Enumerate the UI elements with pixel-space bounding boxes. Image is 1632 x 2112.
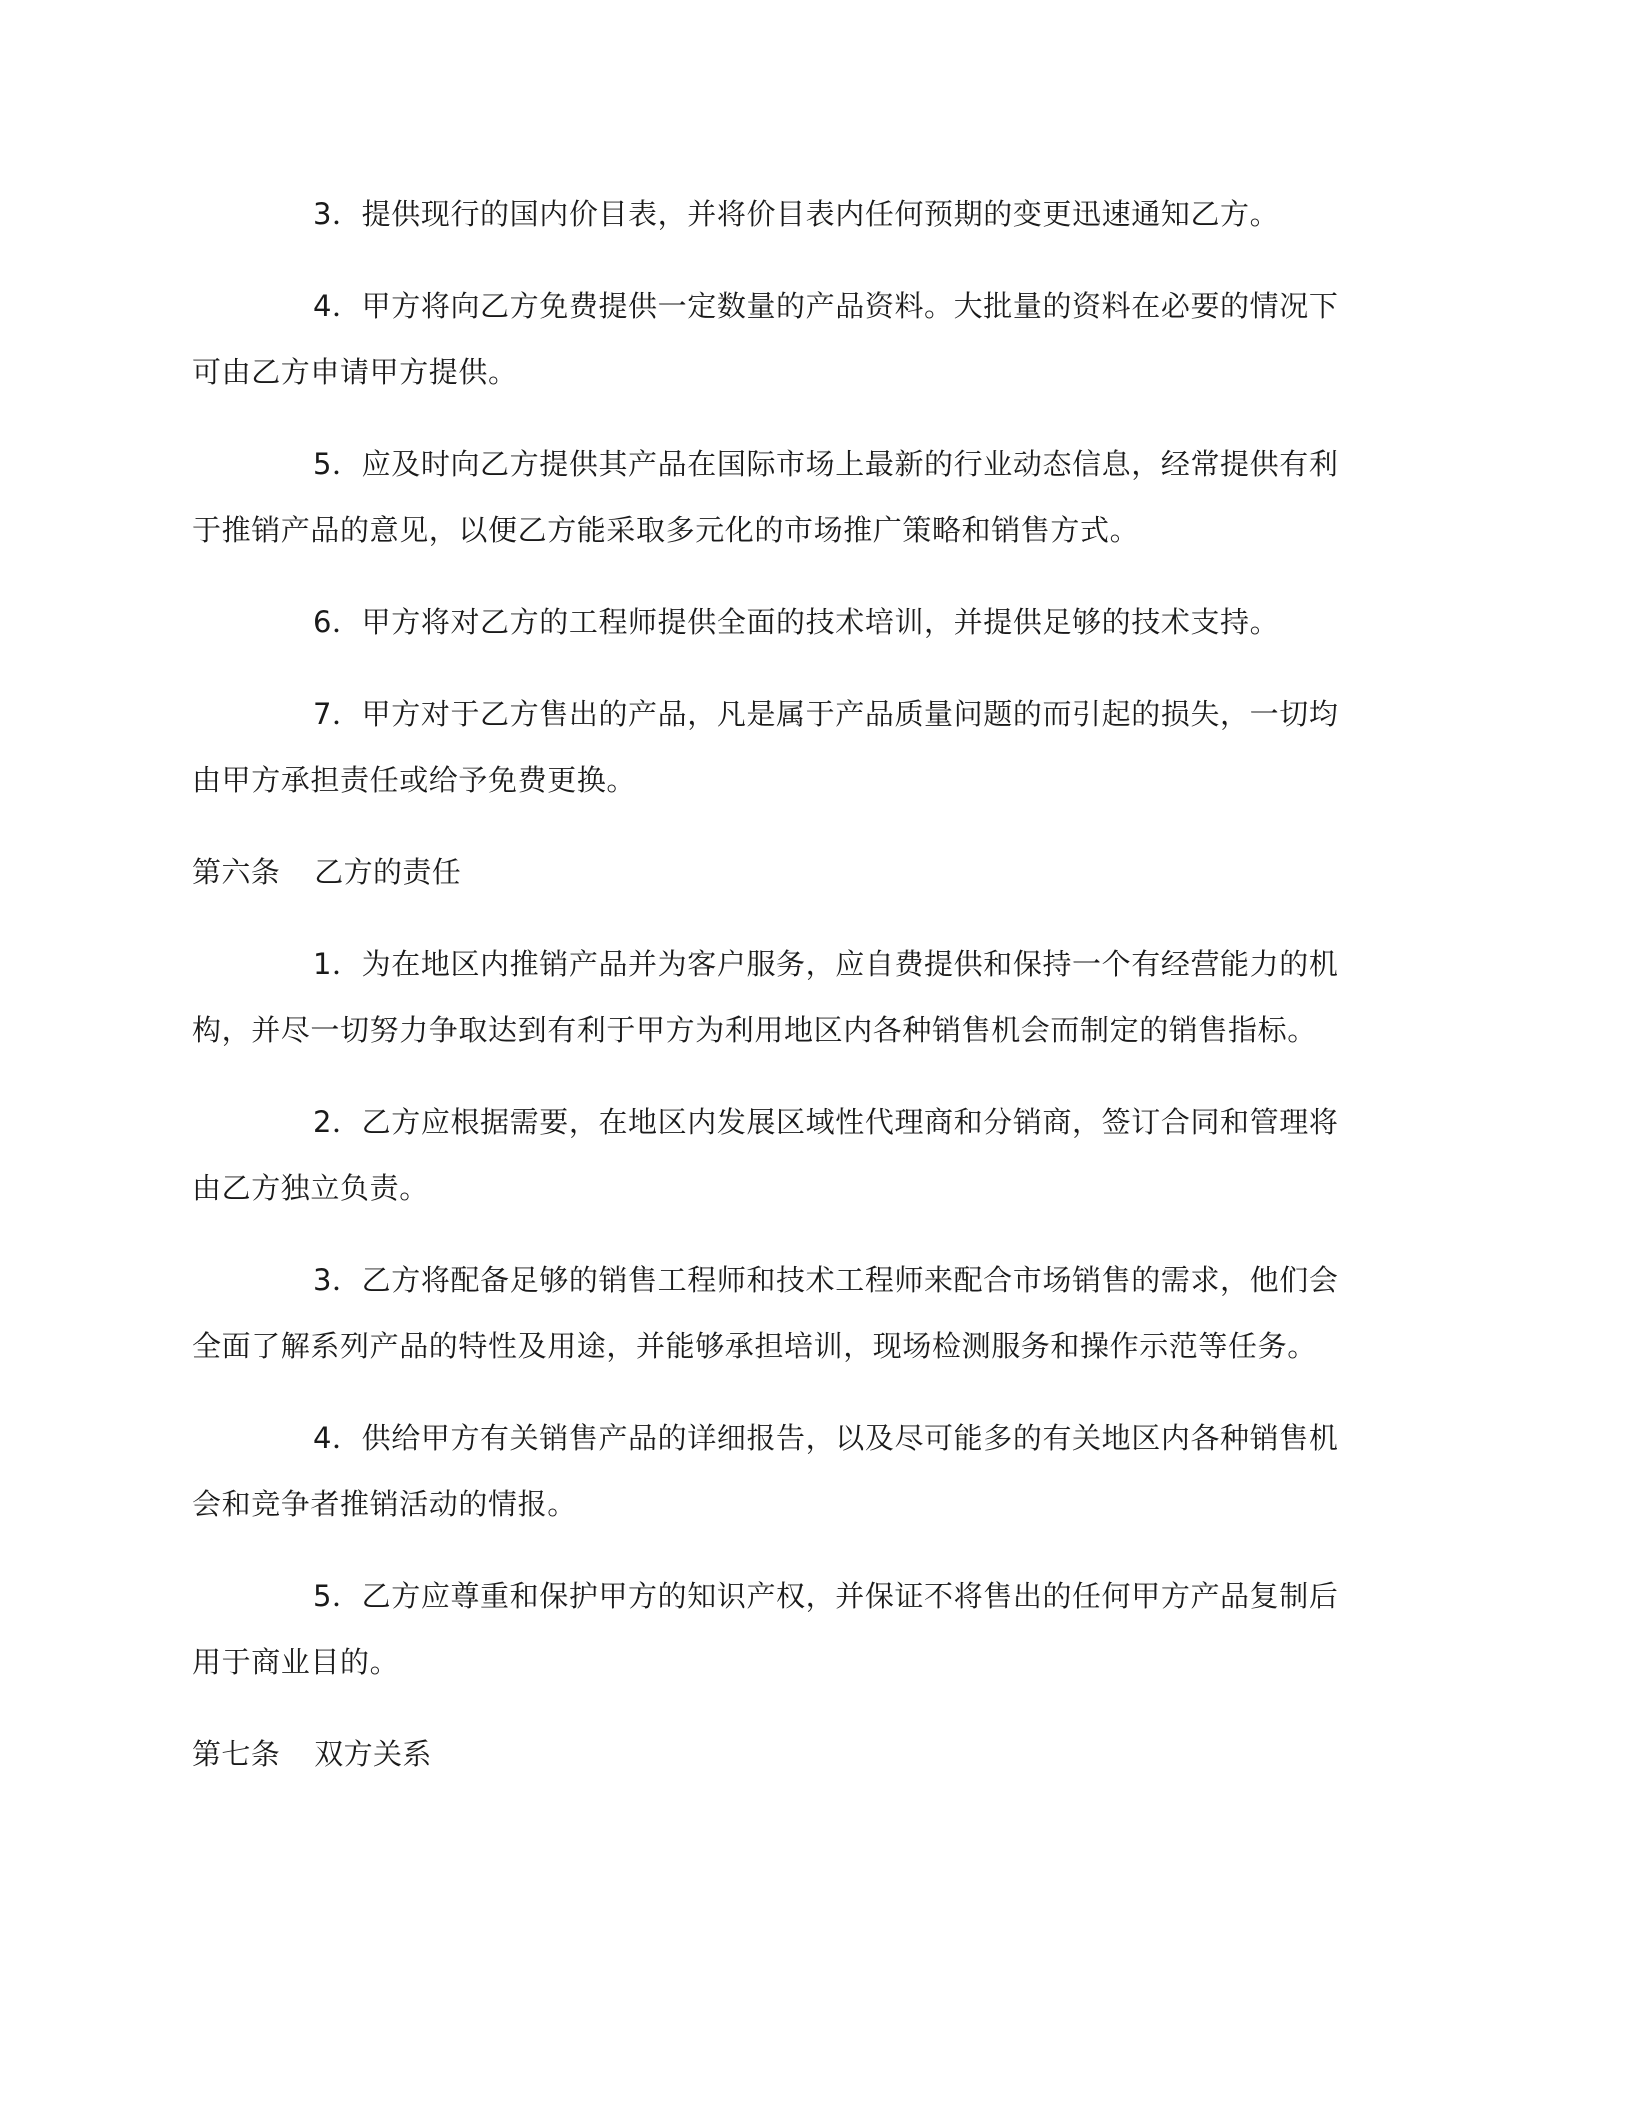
paragraph-line: 由乙方独立负责。 [192, 1171, 429, 1205]
paragraph-line: 6．甲方将对乙方的工程师提供全面的技术培训，并提供足够的技术支持。 [313, 605, 1280, 639]
paragraph-line: 3．乙方将配备足够的销售工程师和技术工程师来配合市场销售的需求，他们会 [313, 1263, 1339, 1297]
paragraph-line: 4．甲方将向乙方免费提供一定数量的产品资料。大批量的资料在必要的情况下 [313, 289, 1339, 323]
paragraph-line: 用于商业目的。 [192, 1645, 400, 1679]
article-heading [192, 1734, 1440, 1774]
paragraph-line: 于推销产品的意见，以便乙方能采取多元化的市场推广策略和销售方式。 [192, 513, 1140, 547]
paragraph-line: 会和竞争者推销活动的情报。 [192, 1487, 577, 1521]
paragraph-line: 1．为在地区内推销产品并为客户服务，应自费提供和保持一个有经营能力的机 [313, 947, 1339, 981]
paragraph-line: 3．提供现行的国内价目表，并将价目表内任何预期的变更迅速通知乙方。 [313, 197, 1280, 231]
paragraph-line: 全面了解系列产品的特性及用途，并能够承担培训，现场检测服务和操作示范等任务。 [192, 1329, 1317, 1363]
paragraph-line: 5．应及时向乙方提供其产品在国际市场上最新的行业动态信息，经常提供有利 [313, 447, 1339, 481]
paragraph-line: 由甲方承担责任或给予免费更换。 [192, 763, 637, 797]
paragraph-line: 7．甲方对于乙方售出的产品，凡是属于产品质量问题的而引起的损失，一切均 [313, 697, 1339, 731]
paragraph-line: 4．供给甲方有关销售产品的详细报告，以及尽可能多的有关地区内各种销售机 [313, 1421, 1339, 1455]
paragraph-line: 2．乙方应根据需要，在地区内发展区域性代理商和分销商，签订合同和管理将 [313, 1105, 1339, 1139]
paragraph-line: 5．乙方应尊重和保护甲方的知识产权，并保证不将售出的任何甲方产品复制后 [313, 1579, 1339, 1613]
article-number: 第六条 [192, 855, 281, 889]
article-heading [192, 852, 1440, 892]
paragraph-line: 构，并尽一切努力争取达到有利于甲方为利用地区内各种销售机会而制定的销售指标。 [192, 1013, 1317, 1047]
paragraph-line: 可由乙方申请甲方提供。 [192, 355, 518, 389]
article-title: 双方关系 [314, 1737, 432, 1771]
article-number: 第七条 [192, 1737, 281, 1771]
article-title: 乙方的责任 [314, 855, 462, 889]
